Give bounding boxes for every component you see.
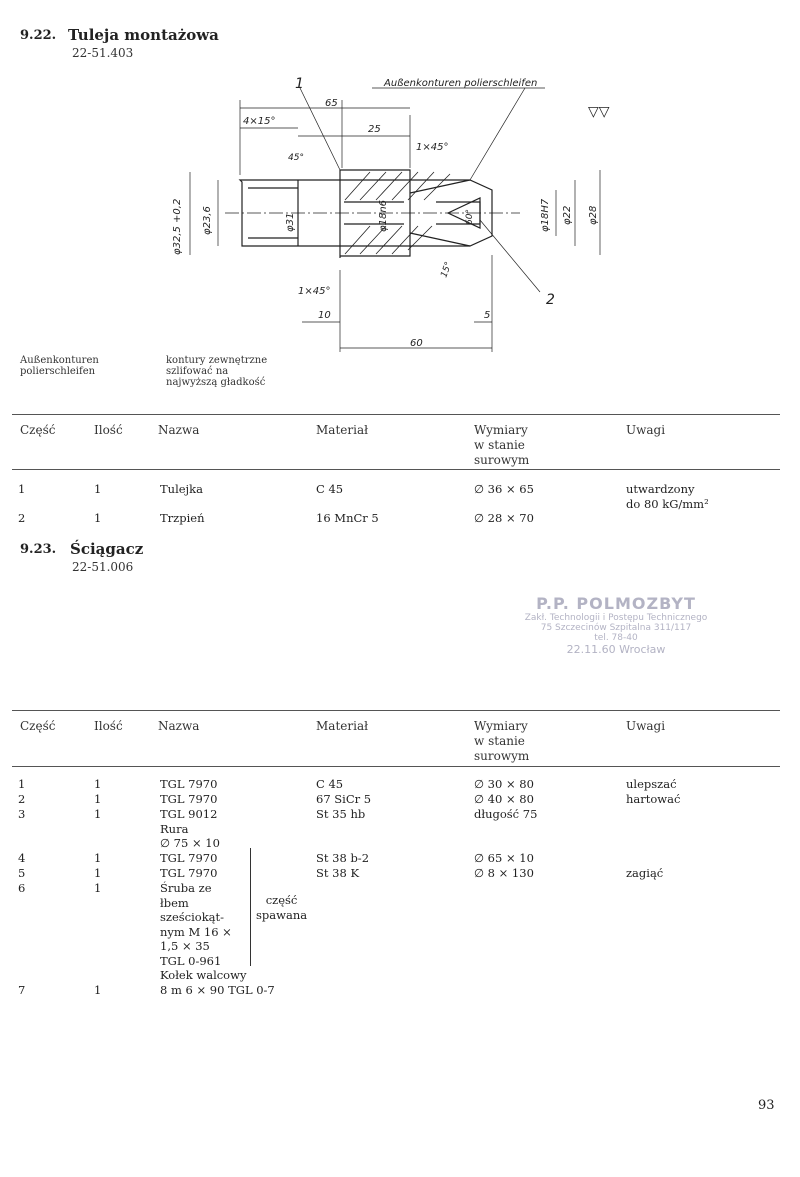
table-cell: 1 <box>94 866 102 880</box>
table-cell: 5 <box>18 866 26 880</box>
table1-header-qty: Ilość <box>94 423 123 437</box>
surface-finish-mark: ▽▽ <box>588 104 610 120</box>
table1-top-rule <box>12 414 780 415</box>
section-number: 9.23. <box>20 542 57 557</box>
dim-65: 65 <box>325 98 338 109</box>
table-cell: 1 <box>18 482 26 496</box>
table-cell: St 38 K <box>316 866 360 880</box>
table-cell: TGL 9012 Rura ∅ 75 ⨯ 10 <box>160 807 220 850</box>
angle-60: 60° <box>465 209 475 225</box>
table1-header-part: Część <box>20 423 56 437</box>
table-cell: 1 <box>94 881 102 895</box>
table-cell: St 38 b-2 <box>316 851 370 865</box>
table-cell: 1 <box>94 482 102 496</box>
table-cell: St 35 hb <box>316 807 366 821</box>
table1-header-rule <box>12 469 780 470</box>
dim-1x45-bottom: 1×45° <box>298 286 331 297</box>
table2-header-rule <box>12 766 780 767</box>
table2-header-dims: Wymiary w stanie surowym <box>474 719 530 763</box>
table-cell: 1 <box>18 777 26 791</box>
dim-1x45-top: 1×45° <box>416 142 449 153</box>
table-cell: 4 <box>18 851 26 865</box>
table-cell: 1 <box>94 807 102 821</box>
table-cell: Śruba ze łbem sześciokąt- nym M 16 ⨯ 1,5 ⨯ 35 TGL 0-961 Kołek walcowy <box>160 881 247 982</box>
table2-header-name: Nazwa <box>158 719 200 733</box>
table-cell: długość 75 <box>474 807 538 821</box>
table1-header-notes: Uwagi <box>626 423 666 437</box>
dim-d32-5: φ32,5 +0,2 <box>172 198 183 255</box>
table-cell: 3 <box>18 807 26 821</box>
table-cell: TGL 7970 <box>160 777 218 791</box>
table-cell: hartować <box>626 792 681 806</box>
note-polish: kontury zewnętrzne szlifować na najwyższą gładkość <box>166 355 268 388</box>
dim-d18n6: φ18n6 <box>378 199 389 232</box>
table2-header-material: Materiał <box>316 719 368 733</box>
table-cell: TGL 7970 <box>160 851 218 865</box>
table-cell: 2 <box>18 792 26 806</box>
table-cell: ulepszać <box>626 777 677 791</box>
dim-d22: φ22 <box>562 205 573 225</box>
table-cell: TGL 7970 <box>160 792 218 806</box>
technical-drawing <box>0 60 800 360</box>
table2-header-qty: Ilość <box>94 719 123 733</box>
table-cell: Tulejka <box>160 482 203 496</box>
table-cell: Trzpień <box>160 511 205 525</box>
section-title: Ściągacz <box>70 540 144 558</box>
angle-45: 45° <box>288 153 304 163</box>
dim-d23-6: φ23,6 <box>202 206 213 235</box>
table-cell: zagiąć <box>626 866 664 880</box>
table2-header-part: Część <box>20 719 56 733</box>
table-cell: 1 <box>94 777 102 791</box>
group-label: część spawana <box>256 893 308 922</box>
dim-d28: φ28 <box>588 205 599 225</box>
page-number: 93 <box>758 1098 775 1113</box>
dim-d18h7: φ18H7 <box>540 198 551 232</box>
table-cell: ∅ 8 ⨯ 130 <box>474 866 534 880</box>
table-cell: C 45 <box>316 777 344 791</box>
table-cell: 7 <box>18 983 26 997</box>
section-number: 9.22. <box>20 28 57 43</box>
company-stamp: P.P. POLMOZBYT Zakł. Technologii i Postępu Technicznego 75 Szczecinów Szpitalna 311/117 tel. 78-40 22.11.60 Wrocław <box>524 594 708 656</box>
callout-2: 2 <box>546 292 555 308</box>
table-cell: 8 m 6 ⨯ 90 TGL 0-7 <box>160 983 275 997</box>
table-cell: 1 <box>94 983 102 997</box>
dim-60: 60 <box>410 338 423 349</box>
dim-10: 10 <box>318 310 331 321</box>
callout-1: 1 <box>295 76 304 92</box>
table1-header-material: Materiał <box>316 423 368 437</box>
section-code: 22-51.403 <box>72 46 134 60</box>
dim-d31: φ31 <box>285 212 296 232</box>
angle-15: 15° <box>439 260 455 280</box>
table-cell: 16 MnCr 5 <box>316 511 379 525</box>
table1-header-name: Nazwa <box>158 423 200 437</box>
polish-label: Außenkonturen polierschleifen <box>384 78 538 89</box>
table2-top-rule <box>12 710 780 711</box>
section-code: 22-51.006 <box>72 560 134 574</box>
dim-25: 25 <box>368 124 381 135</box>
table-cell: 2 <box>18 511 26 525</box>
dim-5: 5 <box>484 310 491 321</box>
note-german: Außenkonturen polierschleifen <box>20 355 99 377</box>
table-cell: utwardzony do 80 kG/mm² <box>626 482 709 511</box>
table-cell: C 45 <box>316 482 344 496</box>
table-cell: TGL 7970 <box>160 866 218 880</box>
section-title: Tuleja montażowa <box>68 26 219 44</box>
table-cell: 67 SiCr 5 <box>316 792 372 806</box>
table-cell: ∅ 30 ⨯ 80 <box>474 777 534 791</box>
table2-header-notes: Uwagi <box>626 719 666 733</box>
table1-header-dims: Wymiary w stanie surowym <box>474 423 530 467</box>
table-cell: ∅ 28 ⨯ 70 <box>474 511 534 525</box>
table-cell: ∅ 65 ⨯ 10 <box>474 851 534 865</box>
table-cell: ∅ 40 ⨯ 80 <box>474 792 534 806</box>
table-cell: 1 <box>94 851 102 865</box>
table-cell: 6 <box>18 881 26 895</box>
table-cell: 1 <box>94 511 102 525</box>
table-cell: ∅ 36 ⨯ 65 <box>474 482 534 496</box>
table-cell: 1 <box>94 792 102 806</box>
dim-4x15: 4×15° <box>243 116 276 127</box>
group-bracket <box>246 848 251 966</box>
